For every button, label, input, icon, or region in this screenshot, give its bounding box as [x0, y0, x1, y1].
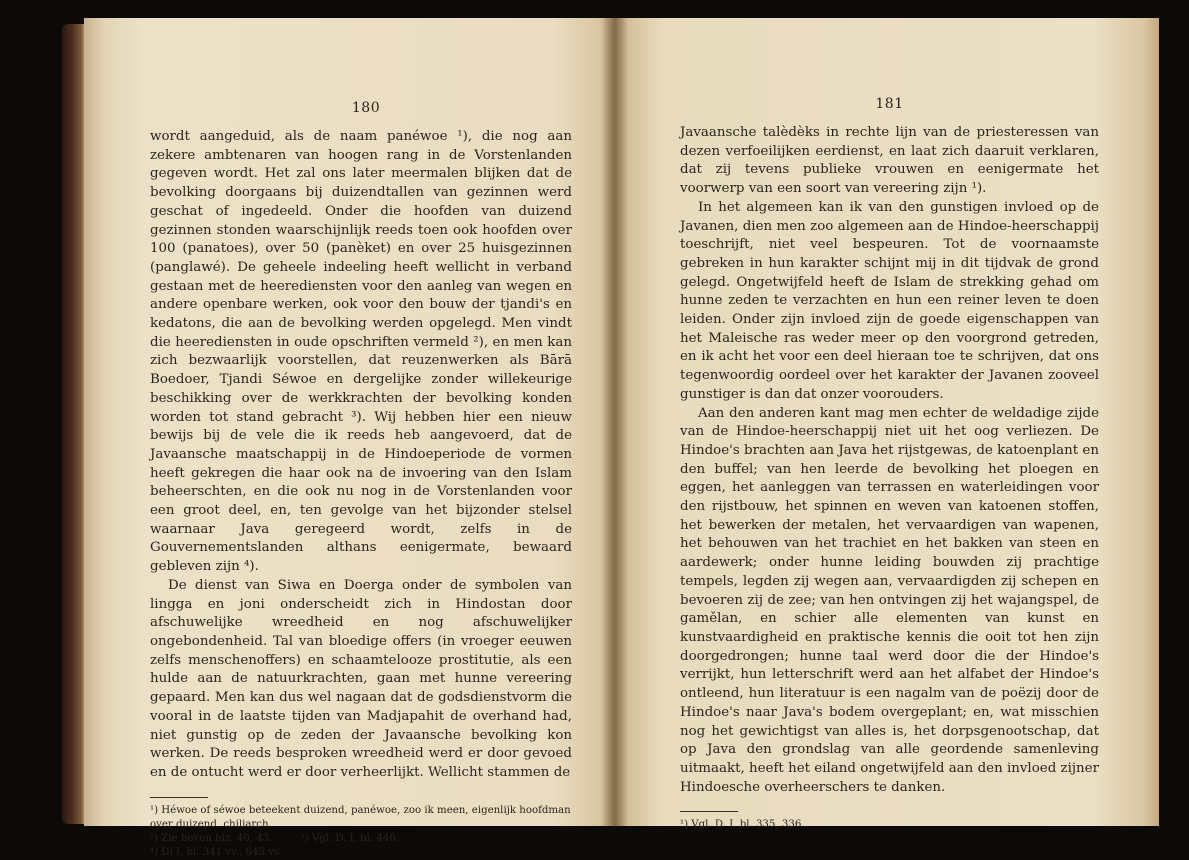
right-page — [614, 18, 1159, 831]
footnote-2-left: ²) Zie boven blz. 40, 43. — [150, 832, 273, 844]
left-body-text — [150, 128, 572, 783]
footnote-4-left: ⁴) Dl I, bl. 341 vv., 645 vv. — [150, 846, 282, 858]
footnote-1-right: ¹) Vgl. D. I, bl. 335, 336. — [680, 819, 805, 831]
right-footnotes — [680, 818, 1099, 832]
book-gutter — [602, 18, 628, 826]
left-page — [84, 18, 614, 858]
footnote-row-2-3 — [150, 832, 572, 846]
book-spine-edge — [62, 24, 86, 824]
footnote-1-left: ¹) Héwoe of séwoe beteekent duizend, panéwoe, zoo ik meen, eigenlijk hoofdman over duizend, chiliarch. — [150, 804, 571, 830]
left-paragraph-1: wordt aangeduid, als de naam panéwoe ¹), die nog aan zekere ambtenaren van hoogen rang in de Vorstenlanden gegeven wordt. Het zal ons later meermalen blijken dat de bevolking doorgaans bij duizendtallen van gezinnen werd geschat of ingedeeld. Onder die hoofden van duizend gezinnen stonden waarschijnlijk reeds toen ook hoofden over 100 (panatoes), over 50 (panèket) en over 25 huisgezinnen (panglawé). De geheele indeeling heeft wellicht in verband gestaan met de heerediensten voor den aanleg van wegen en andere openbare werken, ook voor den bouw der tjandi's en kedatons, die aan de bevolking werden opgelegd. Men vindt die heerediensten in oude opschriften vermeld ²), en men kan zich bezwaarlijk voorstellen, dat reuzenwerken als Bārā Boedoer, Tjandi Séwoe en dergelijke zonder willekeurige beschikking over de werkkrachten der bevolking konden worden tot stand gebracht ³). Wij hebben hier een nieuw bewijs bij de vele die ik reeds heb aangevoerd, dat de Javaansche maatschappij in de Hindoeperiode de vormen heeft gekregen die haar ook na de invoering van den Islam beheerschten, en die ook nu nog in de Vorstenlanden voor een groot deel, en, ten gevolge van het bijzonder stelsel waarnaar Java geregeerd wordt, zelfs in de Gouvernementslanden althans eenigermate, bewaard gebleven zijn ⁴). — [150, 129, 572, 575]
left-paragraph-2: De dienst van Siwa en Doerga onder de symbolen van lingga en joni onderscheidt zich in Hindostan door afschuwelijke wreedheid en nog afschuwelijker ongebondenheid. Tal van bloedige offers (in vroeger eeuwen zelfs menschenoffers) en schaamtelooze prostitutie, als een hulde aan de natuurkrachten, gaan met hunne vereering gepaard. Men kan dus wel nagaan dat de godsdienstvorm die vooral in de laatste tijden van Madjapahit de overhand had, niet gunstig op de zeden der Javaansche bevolking kon werken. De reeds besproken wreedheid werd er door gevoed en de ontucht werd er door verheerlijkt. Wellicht stammen de — [150, 577, 572, 780]
right-paragraph-3: Aan den anderen kant mag men echter de weldadige zijde van de Hindoe-heerschappij niet uit het oog verliezen. De Hindoe's brachten aan Java het rijstgewas, de katoenplant en den buffel; van hen leerde de bevolking het ploegen en eggen, het aanleggen van terrassen en waterleidingen voor den rijstbouw, het spinnen en weven van katoenen stoffen, het bewerken der metalen, het vervaardigen van wapenen, het behouwen van het trachiet en het bakken van steen en aardewerk; onder hunne leiding bouwden zij prachtige tempels, legden zij wegen aan, vervaardigden zij schepen en bevoeren zij de zee; van hen ontvingen zij het wajangspel, de gamělan, en schier alle elementen van kunst en kunstvaardigheid en praktische kennis die ooit tot hen zijn doorgedrongen; hunne taal werd door die der Hindoe's verrijkt, hun letterschrift werd aan het alfabet der Hindoe's ontleend, hun literatuur is een nagalm van de poëzij door de Hindoe's naar Java's bodem overgeplant; en, wat misschien nog het gewichtigst van alles is, het dorpsgenootschap, dat op Java den grondslag van alle geordende samenleving uitmaakt, heeft het eiland ongetwijfeld aan den invloed zijner Hindoesche overheerschers te danken. — [680, 405, 1099, 795]
left-footnotes — [150, 804, 572, 860]
right-paragraph-2: In het algemeen kan ik van den gunstigen invloed op de Javanen, dien men zoo algemeen aan de Hindoe-heerschappij toeschrijft, niet veel bespeuren. Tot de voornaamste gebreken in hun karakter schijnt mij in dit tijdvak de grond gelegd. Ongetwijfeld heeft de Islam de strekking gehad om hunne zeden te verzachten en hun een reiner leven te doen leiden. Onder zijn invloed zijn de goede eigenschappen van het Maleische ras weder meer op den voorgrond getreden, en ik acht het voor een deel hieraan toe te schrijven, dat ons tegenwoordig oordeel over het karakter der Javanen zooveel gunstiger is dan dat onzer voorouders. — [680, 199, 1099, 402]
page-number-left: 180 — [351, 100, 381, 116]
footnote-3-left: ³) Vgl. D. I, bl. 446. — [300, 832, 400, 844]
right-body-text — [680, 124, 1099, 797]
open-book — [62, 18, 1160, 858]
page-number-right: 181 — [875, 96, 904, 112]
footnote-rule-left — [150, 797, 208, 798]
footnote-rule-right — [680, 811, 738, 812]
right-paragraph-1: Javaansche talèdèks in rechte lijn van de priesteressen van dezen verfoeilijken eerdienst, en laat zich daaruit verklaren, dat zij tevens publieke vrouwen en eenigermate het voorwerp van een soort van vereering zijn ¹). — [680, 125, 1099, 197]
